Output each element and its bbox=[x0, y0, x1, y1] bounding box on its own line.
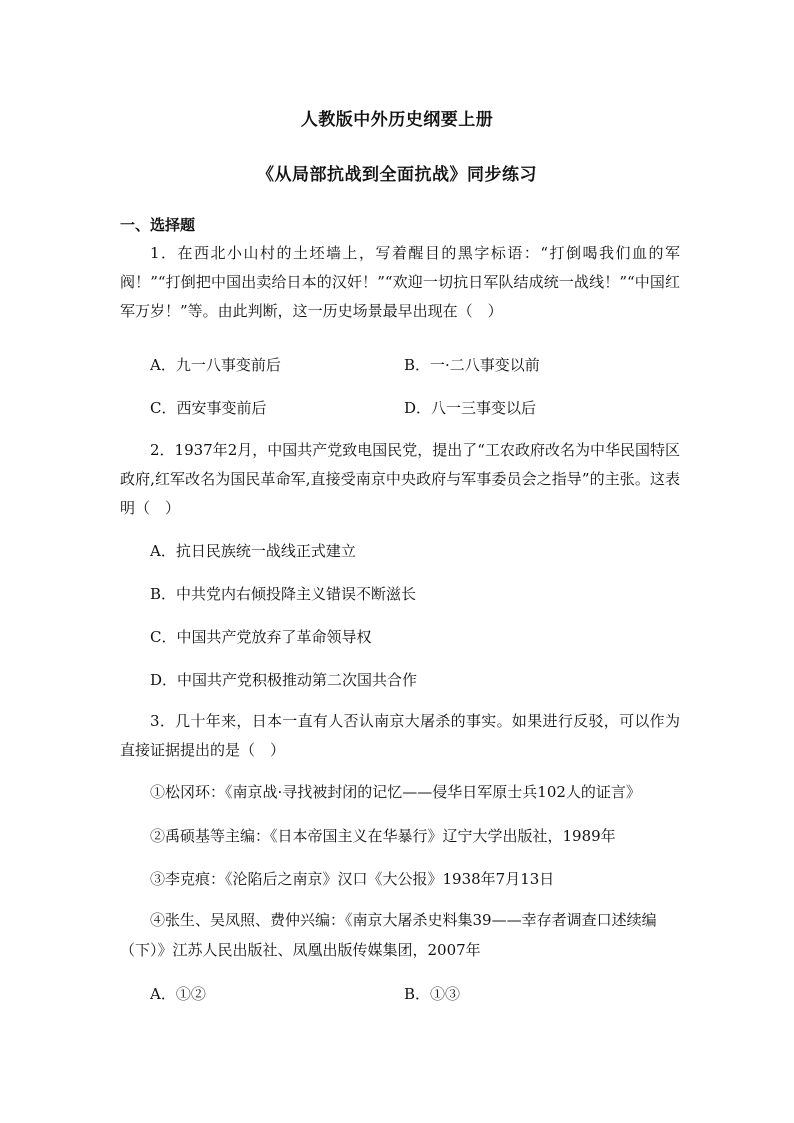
question-2-stem: 2．1937年2月，中国共产党致电国民党，提出了“工农政府改名为中华民国特区政府,红军改名为国民革命军,直接受南京中央政府与军事委员会之指导”的主张。这表明（ ） bbox=[120, 441, 680, 517]
question-3-option-a[interactable]: A．①② bbox=[150, 985, 206, 1003]
question-3-source-1: ①松冈环：《南京战·寻找被封闭的记忆——侵华日军原士兵102人的证言》 bbox=[150, 783, 641, 801]
question-1-option-c[interactable]: C．西安事变前后 bbox=[150, 399, 267, 417]
question-3-source-3: ③李克痕：《沦陷后之南京》汉口《大公报》1938年7月13日 bbox=[150, 870, 555, 888]
document-title: 人教版中外历史纲要上册 bbox=[300, 110, 494, 130]
question-3-source-2: ②禹硕基等主编：《日本帝国主义在华暴行》辽宁大学出版社，1989年 bbox=[150, 827, 616, 845]
question-3-stem: 3．几十年来，日本一直有人否认南京大屠杀的事实。如果进行反驳，可以作为直接证据提出的是（ ） bbox=[120, 712, 680, 759]
question-2-option-a[interactable]: A．抗日民族统一战线正式建立 bbox=[150, 542, 356, 560]
question-2-option-c[interactable]: C．中国共产党放弃了革命领导权 bbox=[150, 628, 372, 646]
question-2-option-b[interactable]: B．中共党内右倾投降主义错误不断滋长 bbox=[150, 585, 417, 603]
question-1-stem: 1．在西北小山村的土坯墙上，写着醒目的黑字标语：“打倒喝我们血的军阀！”“打倒把中国出卖给日本的汉奸！”“欢迎一切抗日军队结成统一战线！”“中国红军万岁！”等。由此判断，这一历史场景最早出现在（ ） bbox=[120, 244, 680, 320]
question-2-option-d[interactable]: D．中国共产党积极推动第二次国共合作 bbox=[150, 671, 418, 689]
document-subtitle: 《从局部抗战到全面抗战》同步练习 bbox=[257, 165, 537, 185]
section-heading: 一、选择题 bbox=[120, 216, 196, 234]
question-3-option-b[interactable]: B．①③ bbox=[404, 985, 461, 1003]
question-1-option-b[interactable]: B．一·二八事变以前 bbox=[404, 356, 540, 374]
question-1-option-d[interactable]: D．八一三事变以后 bbox=[404, 399, 537, 417]
question-1-option-a[interactable]: A．九一八事变前后 bbox=[150, 356, 281, 374]
question-3-source-4: ④张生、吴凤照、费仲兴编：《南京大屠杀史料集39——幸存者调查口述续编（下）》江苏人民出版社、凤凰出版传媒集团，2007年 bbox=[120, 911, 657, 959]
